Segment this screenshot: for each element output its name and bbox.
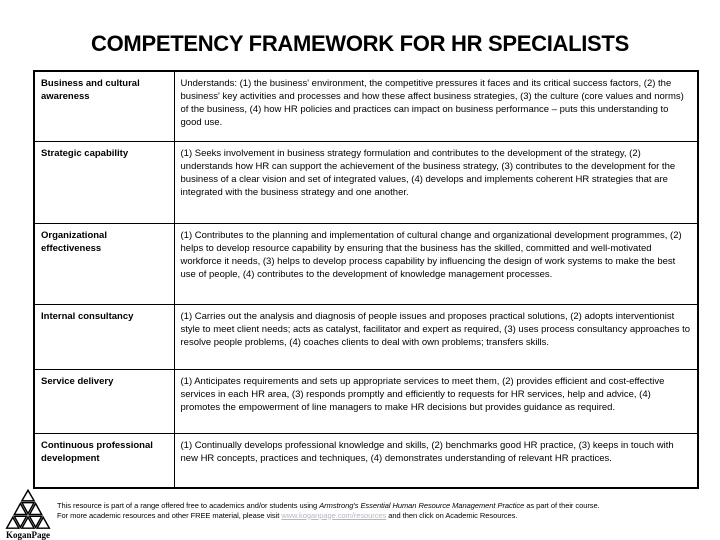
- competency-cell: Internal consultancy: [34, 304, 174, 369]
- table-row: [34, 141, 698, 223]
- description-cell: Understands: (1) the business' environment, the competitive pressures it faces and its critical success factors, (2) the business' key activities and processes and how these affect business strategies, (3) the culture (core values and norms) of the business, (4) how HR policies and practices can impact on business performance – puts this understanding to good use.: [174, 71, 698, 141]
- footer-text-segment: and then click on Academic Resources.: [386, 510, 518, 520]
- resources-link[interactable]: www.koganpage.com/resources: [281, 510, 387, 520]
- footer-line-2: [57, 511, 717, 521]
- logo-wordmark: KoganPage: [6, 530, 50, 540]
- footer: [0, 487, 720, 540]
- footer-line-1: [57, 501, 717, 511]
- competency-table: [33, 70, 699, 489]
- footer-note: [57, 501, 717, 520]
- competency-cell: Business and cultural awareness: [34, 71, 174, 141]
- koganpage-logo: [2, 488, 54, 540]
- competency-cell: Continuous professional development: [34, 433, 174, 488]
- description-cell: (1) Seeks involvement in business strategy formulation and contributes to the development of the strategy, (2) understands how HR can support the achievement of the business strategy, (3) contributes to the development for the business of a clear vision and set of integrated values, (4) develops and implements coherent HR strategies that are integrated with the business strategy and one another.: [174, 141, 698, 223]
- description-cell: (1) Anticipates requirements and sets up appropriate services to meet them, (2) provides efficient and cost-effective services in each HR area, (3) responds promptly and efficiently to requests for HR services, help and advice, (4) promotes the empowerment of line managers to make HR decisions but provides guidance as required.: [174, 369, 698, 433]
- table-row: [34, 223, 698, 304]
- triangle-logo-icon: [2, 488, 54, 530]
- table-row: [34, 71, 698, 141]
- table-row: [34, 304, 698, 369]
- table-row: [34, 433, 698, 488]
- footer-text-segment: This resource is part of a range offered free to academics and/or students using: [57, 501, 320, 510]
- table-row: [34, 369, 698, 433]
- page-title: COMPETENCY FRAMEWORK FOR HR SPECIALISTS: [91, 31, 629, 56]
- description-cell: (1) Continually develops professional knowledge and skills, (2) benchmarks good HR practice, (3) keeps in touch with new HR concepts, practices and techniques, (4) demonstrates understanding of relevant HR practices.: [174, 433, 698, 488]
- book-title-italic: Armstrong's Essential Human Resource Management Practice: [319, 501, 525, 510]
- footer-text-segment: For more academic resources and other FREE material, please visit: [57, 510, 282, 520]
- description-cell: (1) Contributes to the planning and implementation of cultural change and organizational development programmes, (2) helps to develop resource capability by ensuring that the business has the skilled, committed and well-motivated workforce it needs, (3) helps to develop process capability by influencing the design of work systems to make the best use of people, (4) contributes to the development of knowledge management processes.: [174, 223, 698, 304]
- competency-cell: Service delivery: [34, 369, 174, 433]
- description-cell: (1) Carries out the analysis and diagnosis of people issues and proposes practical solutions, (2) adopts interventionist style to meet client needs; acts as catalyst, facilitator and expert as required, (3) uses process consultancy approaches to resolve people problems, (4) coaches clients to deal with own problems; transfers skills.: [174, 304, 698, 369]
- competency-cell: Strategic capability: [34, 141, 174, 223]
- competency-cell: Organizational effectiveness: [34, 223, 174, 304]
- footer-text-segment: as part of their course.: [524, 501, 600, 510]
